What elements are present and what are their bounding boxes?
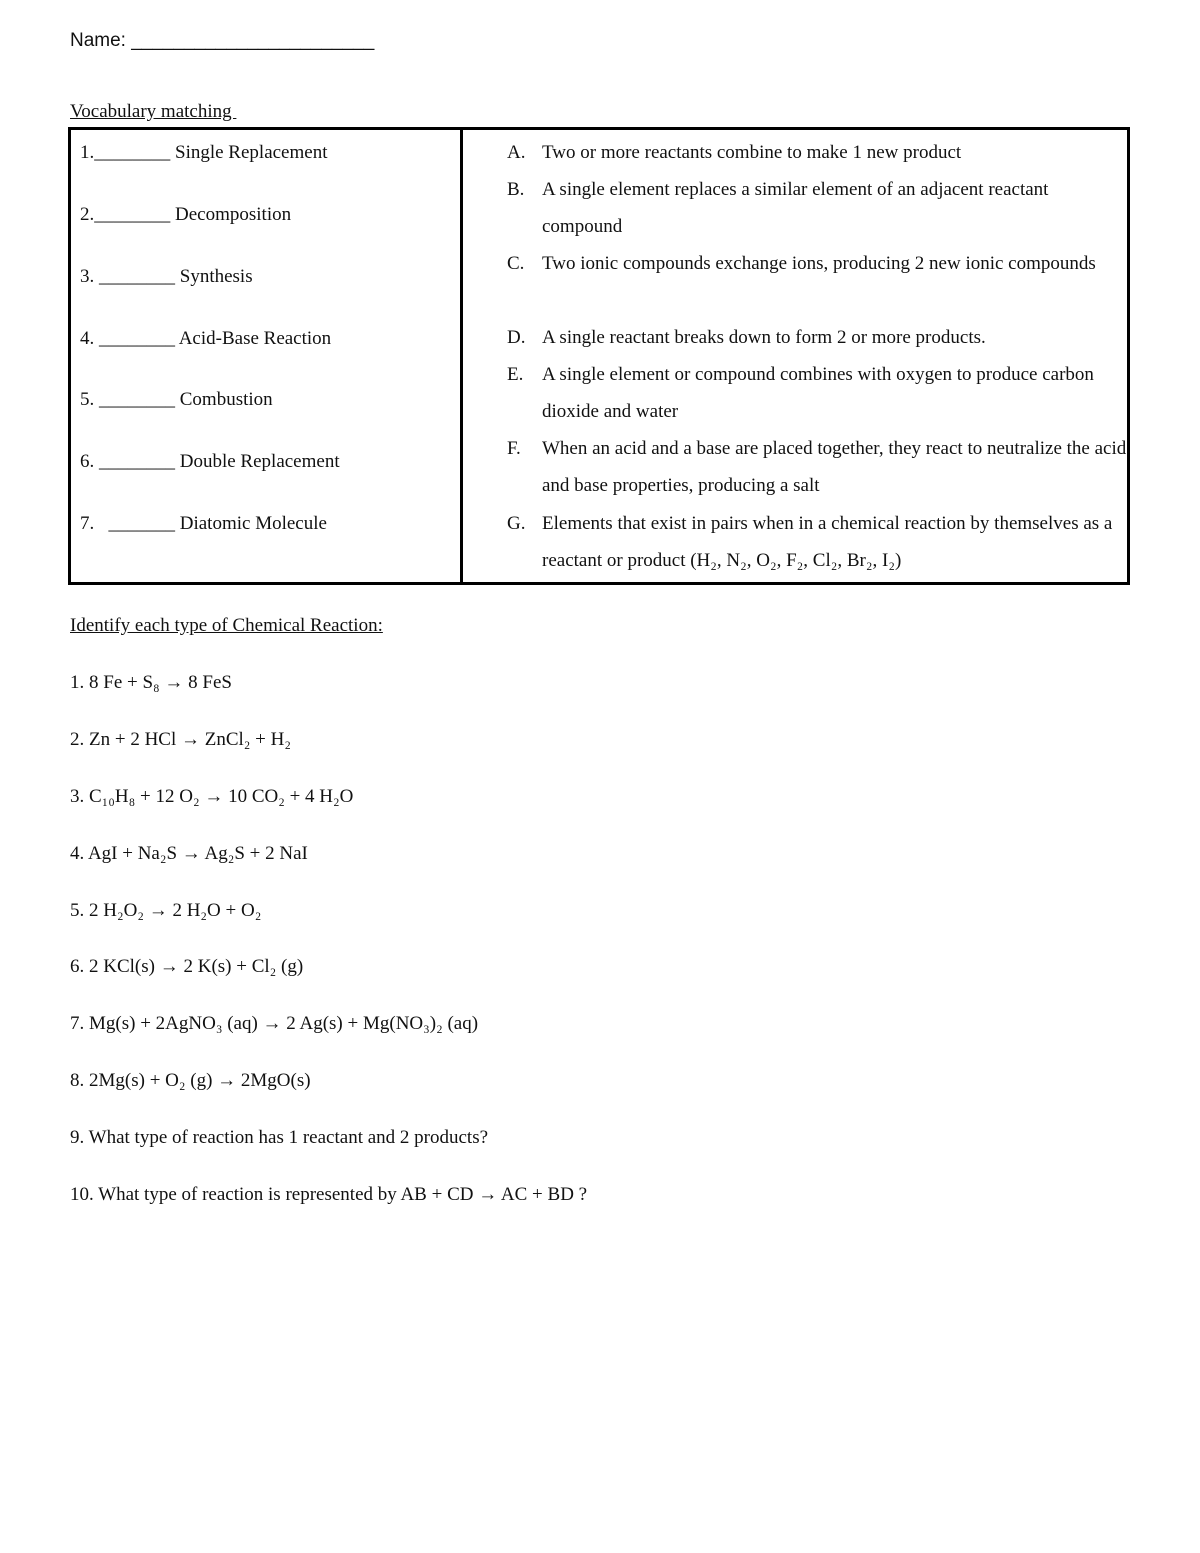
- question-1: 1. 8 Fe + S₈ → 8 FeS: [70, 672, 232, 693]
- term-3: 3. ________ Synthesis: [80, 266, 253, 287]
- term-4: 4. ________ Acid-Base Reaction: [80, 328, 332, 349]
- definition-letter: A.: [507, 142, 526, 163]
- table-divider: [460, 130, 463, 582]
- definition-letter: G.: [507, 513, 526, 534]
- definition-letter: C.: [507, 253, 525, 274]
- term-7: 7. _______ Diatomic Molecule: [80, 513, 327, 534]
- definition-letter: D.: [507, 327, 526, 348]
- vocabulary-table: [68, 127, 1130, 585]
- definition-text: Elements that exist in pairs when in a chemical reaction by themselves as a reactant or product (H₂, N₂, O₂, F₂, Cl₂, Br₂, I₂): [542, 513, 1113, 571]
- definition-letter: E.: [507, 364, 524, 385]
- question-6: 6. 2 KCl(s) → 2 K(s) + Cl₂ (g): [70, 956, 304, 977]
- question-3: 3. C₁₀H₈ + 12 O₂ → 10 CO₂ + 4 H₂O: [70, 786, 354, 807]
- identify-reactions-title: Identify each type of Chemical Reaction:: [70, 615, 383, 636]
- question-7: 7. Mg(s) + 2AgNO₃ (aq) → 2 Ag(s) + Mg(NO₃)₂ (aq): [70, 1013, 479, 1034]
- term-1: 1.________ Single Replacement: [80, 142, 328, 163]
- question-8: 8. 2Mg(s) + O₂ (g) → 2MgO(s): [70, 1070, 311, 1091]
- definition-letter: F.: [507, 438, 521, 459]
- vocabulary-matching-title: Vocabulary matching: [70, 101, 237, 122]
- definition-text: A single reactant breaks down to form 2 or more products.: [542, 327, 986, 348]
- term-6: 6. ________ Double Replacement: [80, 451, 340, 472]
- question-2: 2. Zn + 2 HCl → ZnCl₂ + H₂: [70, 729, 291, 750]
- definition-text: Two ionic compounds exchange ions, producing 2 new ionic compounds: [542, 253, 1096, 274]
- term-5: 5. ________ Combustion: [80, 389, 273, 410]
- definition-text: A single element replaces a similar element of an adjacent reactant compound: [542, 179, 1049, 237]
- question-9: 9. What type of reaction has 1 reactant and 2 products?: [70, 1127, 489, 1148]
- question-10: 10. What type of reaction is represented by AB + CD → AC + BD ?: [70, 1184, 588, 1205]
- definition-text: When an acid and a base are placed together, they react to neutralize the acid and base properties, producing a salt: [542, 438, 1127, 496]
- question-5: 5. 2 H₂O₂ → 2 H₂O + O₂: [70, 900, 262, 921]
- definition-text: Two or more reactants combine to make 1 new product: [542, 142, 962, 163]
- definition-text: A single element or compound combines with oxygen to produce carbon dioxide and water: [542, 364, 1094, 422]
- definition-letter: B.: [507, 179, 525, 200]
- question-4: 4. AgI + Na₂S → Ag₂S + 2 NaI: [70, 843, 308, 864]
- name-field-label: Name: _______________________: [70, 30, 375, 51]
- term-2: 2.________ Decomposition: [80, 204, 292, 225]
